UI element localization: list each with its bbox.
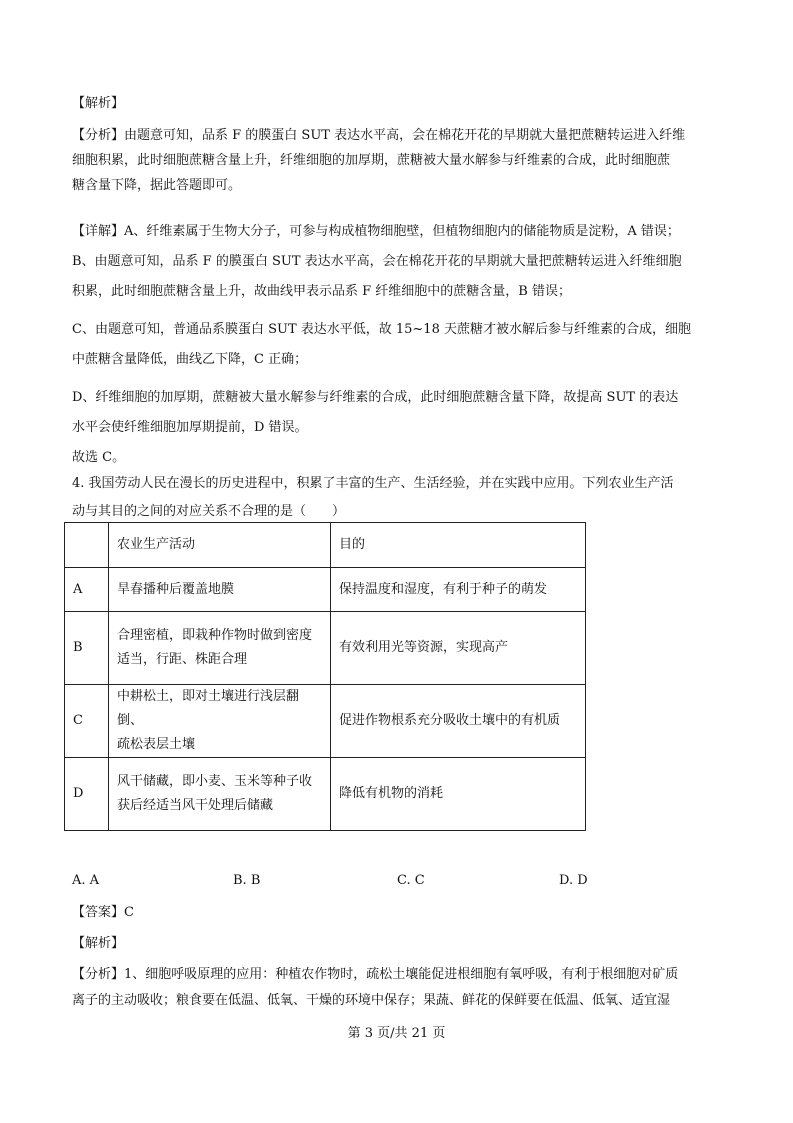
- activity-cell: [109, 758, 331, 831]
- purpose-cell: 保持温度和湿度，有利于种子的萌发: [331, 568, 586, 612]
- table-header-cell: 农业生产活动: [109, 523, 331, 568]
- option-a: A. A: [72, 873, 100, 888]
- option-cell: C: [65, 685, 109, 758]
- purpose-cell: 有效利用光等资源，实现高产: [331, 612, 586, 685]
- analysis-label: 【解析】: [72, 936, 125, 951]
- text-line: 【详解】A、纤维素属于生物大分子，可参与构成植物细胞壁，但植物细胞内的储能物质是淀粉，A 错误；: [72, 224, 680, 239]
- text-line: B、由题意可知，品系 F 的膜蛋白 SUT 表达水平高，会在棉花开花的早期就大量把蔗糖转运进入纤维细胞: [72, 254, 682, 269]
- analysis-fenxi: [72, 123, 722, 198]
- analysis-xiangjie: [72, 217, 722, 473]
- text-line: 故选 C。: [72, 450, 126, 465]
- text-line: D、纤维细胞的加厚期，蔗糖被大量水解参与纤维素的合成，此时细胞蔗糖含量下降，故提高 SUT 的表达: [72, 390, 679, 405]
- purpose-cell: 降低有机物的消耗: [331, 758, 586, 831]
- option-cell: D: [65, 758, 109, 831]
- cell-line: 旱春播种后覆盖地膜: [117, 581, 235, 597]
- text-line: 细胞积累，此时细胞蔗糖含量上升，纤维细胞的加厚期，蔗糖被大量水解参与纤维素的合成，此时细胞蔗: [72, 153, 671, 168]
- table-row: [65, 612, 586, 685]
- text-line: 【分析】由题意可知，品系 F 的膜蛋白 SUT 表达水平高，会在棉花开花的早期就大量把蔗糖转运进入纤维: [72, 128, 686, 143]
- page-footer: 第 3 页/共 21 页: [347, 1026, 446, 1041]
- cell-line: 适当，行距、株距合理: [117, 652, 248, 667]
- answer-line: 【答案】C: [72, 905, 134, 920]
- option-c: C. C: [397, 873, 425, 888]
- cell-line: 中耕松土，即对土壤进行浅层翻倒、: [117, 689, 300, 728]
- text-line: 积累，此时细胞蔗糖含量上升，故曲线甲表示品系 F 纤维细胞中的蔗糖含量，B 错误；: [72, 284, 571, 299]
- question-table: [64, 522, 586, 831]
- activity-cell: [109, 568, 331, 612]
- cell-line: 风干储藏，即小麦、玉米等种子收: [117, 774, 313, 789]
- table-header-cell: 目的: [331, 523, 586, 568]
- text-line: C、由题意可知，普通品系膜蛋白 SUT 表达水平低，故 15~18 天蔗糖才被水解后参与纤维素的合成，细胞: [72, 322, 691, 337]
- table-header-row: [65, 523, 586, 568]
- text-line: 水平会使纤维细胞加厚期提前，D 错误。: [72, 420, 308, 435]
- analysis-fenxi: [72, 962, 722, 1014]
- purpose-cell: 促进作物根系充分吸收土壤中的有机质: [331, 685, 586, 758]
- text-line: 动与其目的之间的对应关系不合理的是（ ）: [72, 504, 346, 519]
- table-header-cell: [65, 523, 109, 568]
- analysis-label: 【解析】: [72, 96, 125, 111]
- activity-cell: [109, 685, 331, 758]
- table-row: [65, 568, 586, 612]
- cell-line: 疏松表层土壤: [117, 737, 196, 752]
- activity-cell: [109, 612, 331, 685]
- option-b: B. B: [233, 873, 261, 888]
- option-cell: B: [65, 612, 109, 685]
- option-d: D. D: [559, 873, 588, 888]
- cell-line: 合理密植，即栽种作物时做到密度: [117, 628, 313, 643]
- question-stem: [72, 470, 722, 526]
- text-line: 4. 我国劳动人民在漫长的历史进程中，积累了丰富的生产、生活经验，并在实践中应用。下列农业生产活: [72, 476, 674, 491]
- table-row: [65, 758, 586, 831]
- text-line: 糖含量下降，据此答题即可。: [72, 178, 242, 193]
- text-line: 【分析】1、细胞呼吸原理的应用：种植农作物时，疏松土壤能促进根细胞有氧呼吸，有利于根细胞对矿质: [72, 967, 679, 982]
- table-row: [65, 685, 586, 758]
- option-cell: A: [65, 568, 109, 612]
- cell-line: 获后经适当风干处理后储藏: [117, 798, 274, 813]
- text-line: 中蔗糖含量降低，曲线乙下降，C 正确；: [72, 352, 308, 367]
- text-line: 离子的主动吸收；粮食要在低温、低氧、干燥的环境中保存；果蔬、鲜花的保鲜要在低温、低氧、适宜湿: [72, 993, 671, 1008]
